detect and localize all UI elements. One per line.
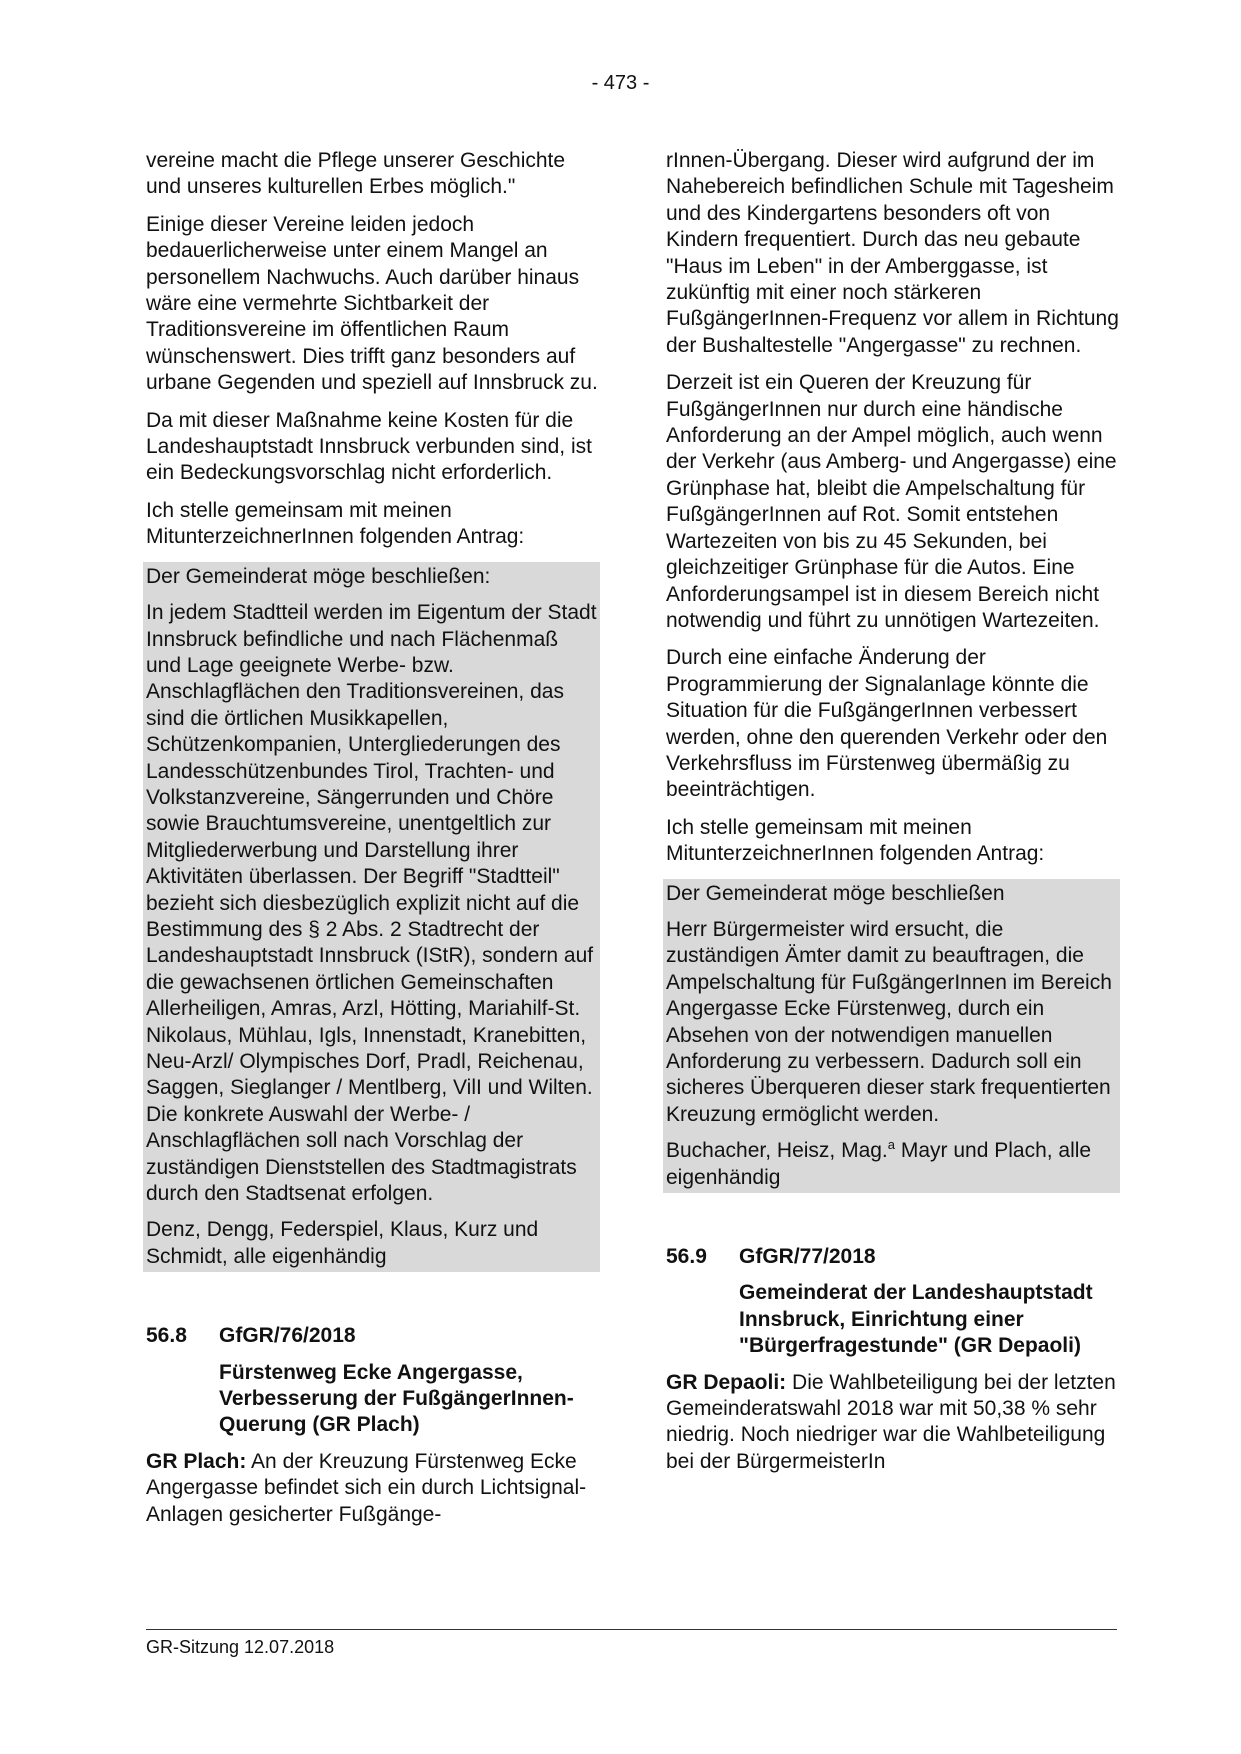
paragraph: vereine macht die Pflege unserer Geschichte und unseres kulturellen Erbes möglich." [146, 149, 566, 199]
section-title: Fürstenweg Ecke Angergasse, Verbesserung der FußgängerInnen-Querung (GR Plach) [219, 1360, 574, 1437]
motion-body: In jedem Stadtteil werden im Eigentum der Stadt Innsbruck befindliche und nach Flächenmaß und Lage geeignete Werbe- bzw. Anschlagflächen den Traditionsvereinen, das sind die örtlichen Musikkapellen, Schützenkompanien, Untergliederungen des Landesschützenbundes Tirol, Trachten- und Volkstanzvereine, Sängerrunden und Chöre sowie Brauchtumsvereine, unentgeltlich zur Mitgliederwerbung und Darstellung ihrer Aktivitäten überlassen. Der Begriff "Stadtteil" bezieht sich diesbezüglich explizit nicht auf die Bestimmung des § 2 Abs. 2 Stadtrecht der Landeshauptstadt Innsbruck (IStR), sondern auf die gewachsenen örtlichen Gemeinschaften Allerheiligen, Amras, Arzl, Hötting, Mariahilf-St. Nikolaus, Mühlau, Igls, Innenstadt, Kranebitten, Neu-Arzl/ Olympisches Dorf, Pradl, Reichenau, Saggen, Sieglanger / Mentlberg, VilI und Wilten. Die konkrete Auswahl der Werbe- / Anschlagflächen soll nach Vorschlag der zuständigen Dienststellen des Stadtmagistrats durch den Stadtsenat erfolgen. [146, 601, 597, 1206]
paragraph: Da mit dieser Maßnahme keine Kosten für die Landeshauptstadt Innsbruck verbunden sind, ist ein Bedeckungsvorschlag nicht erforderlich. [146, 408, 592, 485]
right-column [666, 148, 1120, 1486]
speaker-name: GR Plach: [146, 1449, 247, 1473]
paragraph: Derzeit ist ein Queren der Kreuzung für FußgängerInnen nur durch eine händische Anforderung an der Ampel möglich, auch wenn der Verkehr (aus Amberg- und Angergasse) eine Grünphase hat, bleibt die Ampelschaltung für FußgängerInnen auf Rot. Somit entstehen Wartezeiten von bis zu 45 Sekunden, bei gleichzeitiger Grünphase für die Autos. Eine Anforderungsampel ist in diesem Bereich nicht notwendig und führt zu unnötigen Wartezeiten. [666, 371, 1117, 632]
motion-signers [666, 1138, 1117, 1191]
speech-text: Die Wahlbeteiligung bei der letzten Gemeinderatswahl 2018 war mit 50,38 % sehr niedrig. Noch niedriger war die Wahlbeteiligung bei der BürgermeisterIn [666, 1370, 1116, 1473]
motion-heading: Der Gemeinderat möge beschließen [666, 881, 1005, 905]
motion-box [663, 879, 1120, 1193]
section-code: GfGR/77/2018 [739, 1245, 876, 1269]
section-title: Gemeinderat der Landeshauptstadt Innsbruck, Einrichtung einer "Bürgerfragestunde" (GR Depaoli) [739, 1281, 1093, 1358]
superscript: a [887, 1137, 896, 1153]
signers-text: Buchacher, Heisz, Mag. [666, 1139, 888, 1163]
speech-paragraph [666, 1370, 1120, 1476]
section-heading [666, 1244, 1120, 1270]
footer: GR-Sitzung 12.07.2018 [146, 1637, 335, 1657]
section-code: GfGR/76/2018 [219, 1324, 356, 1348]
motion-heading: Der Gemeinderat möge beschließen: [146, 564, 491, 588]
paragraph: Ich stelle gemeinsam mit meinen MitunterzeichnerInnen folgenden Antrag: [666, 815, 1045, 866]
motion-box [143, 562, 600, 1273]
section-heading [146, 1323, 600, 1349]
motion-body: Herr Bürgermeister wird ersucht, die zuständigen Ämter damit zu beauftragen, die Ampelschaltung für FußgängerInnen im Bereich Angergasse Ecke Fürstenweg, durch ein Absehen von der notwendigen manuellen Anforderung zu verbessern. Dadurch soll ein sicheres Überqueren dieser stark frequentierten Kreuzung ermöglicht werden. [666, 917, 1112, 1126]
paragraph: Ich stelle gemeinsam mit meinen MitunterzeichnerInnen folgenden Antrag: [146, 498, 525, 549]
left-column [146, 148, 600, 1539]
paragraph: rInnen-Übergang. Dieser wird aufgrund der im Nahebereich befindlichen Schule mit Tagesheim und des Kindergartens besonders oft von Kindern frequentiert. Durch das neu gebaute "Haus im Leben" in der Amberggasse, ist zukünftig mit einer noch stärkeren FußgängerInnen-Frequenz vor allem in Richtung der Bushaltestelle "Angergasse" zu rechnen. [666, 149, 1119, 357]
section-number: 56.8 [146, 1324, 187, 1348]
signers-text: Mayr und Plach, alle eigenhändig [666, 1139, 1092, 1189]
footer-rule [146, 1629, 1117, 1630]
section-number: 56.9 [666, 1245, 707, 1269]
page-number: - 473 - [591, 72, 650, 94]
speech-paragraph [146, 1449, 600, 1528]
speaker-name: GR Depaoli: [666, 1370, 787, 1394]
motion-signers: Denz, Dengg, Federspiel, Klaus, Kurz und Schmidt, alle eigenhändig [146, 1218, 539, 1268]
paragraph: Einige dieser Vereine leiden jedoch bedauerlicherweise unter einem Mangel an personellem Nachwuchs. Auch darüber hinaus wäre eine vermehrte Sichtbarkeit der Traditionsvereine im öffentlichen Raum wünschenswert. Dies trifft ganz besonders auf urbane Gegenden und speziell auf Innsbruck zu. [146, 212, 598, 395]
paragraph: Durch eine einfache Änderung der Programmierung der Signalanlage könnte die Situation für die FußgängerInnen verbessert werden, ohne den querenden Verkehr oder den Verkehrsfluss im Fürstenweg übermäßig zu beeinträchtigen. [666, 646, 1108, 802]
speech-text: An der Kreuzung Fürstenweg Ecke Angergasse befindet sich ein durch Lichtsignal-Anlagen gesicherter Fußgänge- [146, 1449, 587, 1526]
